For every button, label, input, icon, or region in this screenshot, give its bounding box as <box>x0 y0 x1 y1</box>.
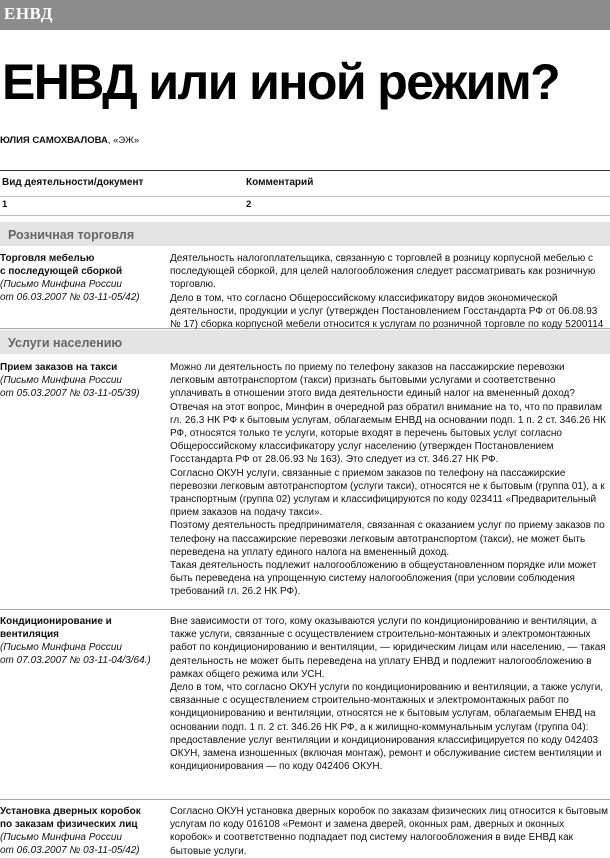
col1-header: Вид деятельности/документ <box>2 177 144 188</box>
activity-source: от 06.03.2007 № 03-11-05/42) <box>0 292 140 303</box>
comment-paragraph: Поэтому деятельность предпринимателя, связанная с оказанием услуг по приему заказов по телефону на пассажирские перевозки легковым автотранспортом (такси), не может быть переведена на уплату единого налога на вмененный доход. <box>170 520 605 558</box>
activity-source: (Письмо Минфина России <box>0 375 122 386</box>
comment-paragraph: Дело в том, что согласно Общероссийскому классификатору видов экономической деятельности, продукции и услуг (утвержден Постановлением Госстандарта РФ от 06.08.93 № 17) сборка корпусной мебели относится к услугам по розничной торговле по коду 5200114 <box>170 292 604 331</box>
table-row <box>0 248 610 329</box>
activity-source: от 06.03.2007 № 03-11-05/42) <box>0 845 140 856</box>
section-retail <box>0 222 610 246</box>
table-row <box>0 801 610 857</box>
col1-number: 1 <box>2 199 8 210</box>
activity-name: с последующей сборкой <box>0 266 123 277</box>
comment-paragraph: Согласно ОКУН установка дверных коробок по заказам физических лиц относится к бытовым услугам по коду 016108 «Ремонт и замена дверей, оконных рам, дверных и оконных коробок» и соответственно подпадает под систему налогообложения в виде ЕНВД как бытовые услуги. <box>170 806 608 857</box>
activity-source: (Письмо Минфина России <box>0 642 122 653</box>
row-activity <box>0 805 162 857</box>
comment-paragraph: Дело в том, что согласно ОКУН услуги по кондиционированию и вентиляции, а также услуги, связанные с осуществлением строительно-монтажных и электромонтажных работ по кондиционированию и вентиляции, относятся не к бытовым услугам, облагаемым ЕНВД на основании подп. 1 п. 2 ст. 346.26 НК РФ, а к жилищно-коммунальным услугам (группа 04): предоставление услуг вентиляции и кондиционирования классифицируется по коду 042403 ОКУН, замена изношенных (включая монтаж), ремонт и обслуживание систем вентиляции и кондиционирования — по коду 042406 ОКУН. <box>170 682 604 773</box>
section-title: Услуги населению <box>8 336 123 350</box>
comment-paragraph: Отвечая на этот вопрос, Минфин в очередной раз обратил внимание на то, что по правилам гл. 26.3 НК РФ к бытовым услугам, облагаемым ЕНВД на основании подп. 1 п. 2 ст. 346.26 НК РФ, относятся только те услуги, которые входят в перечень бытовых услуг согласно Общероссийскому классификатору услуг населению (утвержден Постановлением Госстандарта РФ от 28.06.93 № 163). Это следует из ст. 346.27 НК РФ. <box>170 401 607 466</box>
activity-source: (Письмо Минфина России <box>0 832 122 843</box>
comment-paragraph: Такая деятельность подлежит налогообложению в общеустановленном порядке или может быть переведена на упрощенную систему налогообложения (при условии соблюдения требований гл. 26.2 НК РФ). <box>170 560 597 598</box>
activity-name: Торговля мебелью <box>0 253 95 264</box>
row-activity <box>0 361 162 400</box>
activity-name: Кондиционирование и вентиляция <box>0 616 112 640</box>
section-services <box>0 330 610 354</box>
table-row <box>0 357 610 610</box>
rubric-label: ЕНВД <box>4 4 53 23</box>
table-col-numbers <box>0 195 610 216</box>
article-title: ЕНВД или иной режим? <box>2 54 560 110</box>
author-name: ЮЛИЯ САМОХВАЛОВА <box>0 135 108 146</box>
activity-name: Прием заказов на такси <box>0 362 118 373</box>
row-comment <box>170 615 608 773</box>
table-row <box>0 611 610 800</box>
activity-name: по заказам физических лиц <box>0 819 138 830</box>
comment-paragraph: Можно ли деятельность по приему по телефону заказов на пассажирские перевозки легковым автотранспортом (такси) признать бытовыми услугами и соответственно уплачивать в отношении этого вида деятельности единый налог на вмененный доход? <box>170 362 575 400</box>
comment-paragraph: Согласно ОКУН услуги, связанные с приемом заказов по телефону на пассажирские перевозки легковым автотранспортом (услуги такси), относятся не к бытовым (группа 01), а к транспортным (группа 02) услугам и классифицируются по коду 023411 «Предварительный прием заказов на подачу такси». <box>170 467 605 519</box>
rubric-bar <box>0 0 610 30</box>
row-activity <box>0 615 162 667</box>
row-comment <box>170 805 608 858</box>
comment-paragraph: Деятельность налогоплательщика, связанную с торговлей в розницу корпусной мебелью с последующей сборкой, для целей налогообложения следует рассматривать как розничную торговлю. <box>170 253 596 291</box>
row-comment <box>170 361 608 599</box>
activity-source: от 07.03.2007 № 03-11-04/3/64.) <box>0 655 151 666</box>
activity-source: от 05.03.2007 № 03-11-05/39) <box>0 388 140 399</box>
activity-name: Установка дверных коробок <box>0 806 141 817</box>
table-header <box>0 170 610 197</box>
row-activity <box>0 252 162 304</box>
col2-header: Комментарий <box>246 177 314 188</box>
comment-paragraph: Вне зависимости от того, кому оказываются услуги по кондиционированию и вентиляции, а также услуги, связанные с осуществлением строительно-монтажных и электромонтажных работ по кондиционированию и вентиляции, — юридическим лицам или населению, — такая деятельность не может быть переведена на уплату ЕНВД и подлежит налогообложению в рамках общего режима или УСН. <box>170 616 606 680</box>
author-source: , «ЭЖ» <box>107 135 140 146</box>
section-title: Розничная торговля <box>8 228 135 242</box>
activity-source: (Письмо Минфина России <box>0 279 122 290</box>
col2-number: 2 <box>246 199 252 210</box>
article-author <box>0 135 139 146</box>
